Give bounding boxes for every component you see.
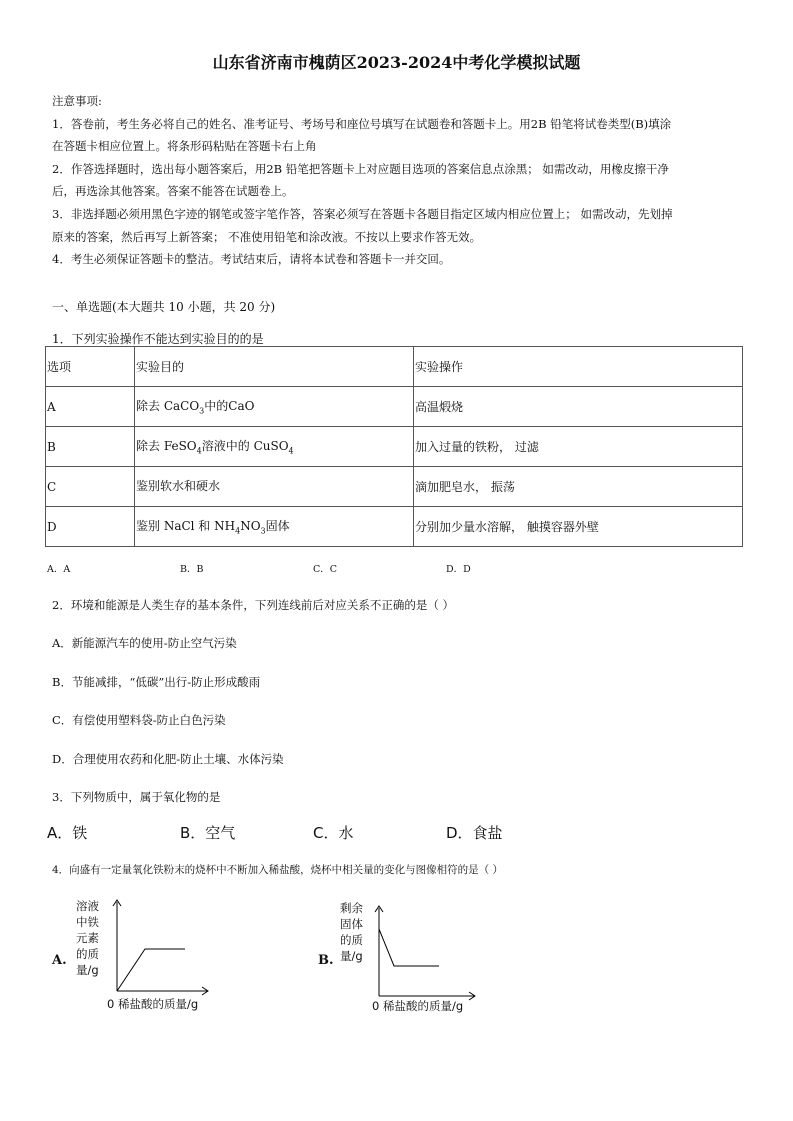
graph-b-label: B. [318, 953, 334, 968]
graph-a-plot [100, 896, 210, 996]
notice-line-7: 4．考生必须保证答题卡的整洁。考试结束后，请将本试卷和答题卡一并交回。 [52, 252, 451, 266]
graph-b-xlabel: 0 稀盐酸的质量/g [372, 999, 464, 1013]
table-row [46, 427, 743, 467]
q3-option-b: B．空气 [180, 824, 236, 842]
graph-a-curve [117, 949, 185, 991]
table-row [46, 467, 743, 507]
graph-b-ylabel: 剩余固体的质量/g [340, 901, 363, 963]
notice-line-6: 原来的答案，然后再写上新答案； 不准使用铅笔和涂改液。不按以上要求作答无效。 [52, 230, 482, 244]
option-cell: D [46, 507, 135, 547]
notice-line-2: 在答题卡相应位置上。将条形码粘贴在答题卡右上角 [52, 139, 317, 153]
page-title: 山东省济南市槐荫区2023-2024中考化学模拟试题 [212, 53, 581, 72]
q1-option-a: A．A [47, 564, 71, 575]
question-1-stem: 1．下列实验操作不能达到实验目的的是 [52, 332, 264, 346]
option-cell: C [46, 467, 135, 507]
q2-option-d: D．合理使用农药和化肥-防止土壤、水体污染 [52, 752, 284, 766]
q1-option-d: D．D [446, 564, 471, 575]
graph-b-plot [362, 902, 477, 1002]
q3-option-d: D．食盐 [446, 824, 503, 842]
question-2-stem: 2．环境和能源是人类生存的基本条件，下列连线前后对应关系不正确的是（ ） [52, 598, 454, 612]
q3-option-c: C．水 [313, 824, 354, 842]
operation-cell: 高温煅烧 [414, 387, 743, 427]
option-cell: B [46, 427, 135, 467]
question-4-stem: 4．向盛有一定量氧化铁粉末的烧杯中不断加入稀盐酸，烧杯中相关量的变化与图像相符的是（ ） [52, 864, 504, 876]
section-heading: 一、单选题(本大题共 10 小题，共 20 分) [52, 300, 276, 314]
table-header-row [46, 347, 743, 387]
goal-cell: 除去 FeSO$_4$溶液中的 CuSO$_4$ [135, 427, 414, 467]
q3-option-a: A．铁 [47, 824, 88, 842]
goal-cell: 鉴别软水和硬水 [135, 467, 414, 507]
table-header-cell: 实验操作 [414, 347, 743, 387]
q1-option-c: C．C [313, 564, 338, 575]
notice-line-4: 后，再选涂其他答案。答案不能答在试题卷上。 [52, 184, 294, 198]
experiment-table [45, 346, 743, 547]
goal-cell: 除去 CaCO$_3$中的CaO [135, 387, 414, 427]
q2-option-a: A．新能源汽车的使用-防止空气污染 [52, 636, 237, 650]
notice-line-3: 2．作答选择题时，选出每小题答案后，用2B 铅笔把答题卡上对应题目选项的答案信息点涂黑； 如需改动，用橡皮擦干净 [52, 162, 669, 176]
table-header-cell: 实验目的 [135, 347, 414, 387]
operation-cell: 加入过量的铁粉， 过滤 [414, 427, 743, 467]
graph-a-label: A. [52, 953, 67, 968]
notice-line-5: 3．非选择题必须用黑色字迹的钢笔或签字笔作答，答案必须写在答题卡各题目指定区域内相应位置上； 如需改动，先划掉 [52, 207, 673, 221]
goal-cell: 鉴别 NaCl 和 $NH_4NO_3$固体 [135, 507, 414, 547]
question-3-stem: 3．下列物质中，属于氧化物的是 [52, 790, 221, 804]
table-row [46, 387, 743, 427]
table-header-cell: 选项 [46, 347, 135, 387]
operation-cell: 分别加少量水溶解， 触摸容器外壁 [414, 507, 743, 547]
notice-line-1: 1．答卷前，考生务必将自己的姓名、准考证号、考场号和座位号填写在试题卷和答题卡上。用2B 铅笔将试卷类型(B)填涂 [52, 117, 672, 131]
notice-heading: 注意事项: [52, 94, 102, 108]
graph-a-xlabel: 0 稀盐酸的质量/g [107, 997, 199, 1011]
graph-a-ylabel: 溶液中铁元素的质量/g [76, 899, 99, 977]
q2-option-b: B．节能减排，“低碳”出行-防止形成酸雨 [52, 675, 261, 689]
q2-option-c: C．有偿使用塑料袋-防止白色污染 [52, 713, 226, 727]
operation-cell: 滴加肥皂水， 振荡 [414, 467, 743, 507]
graph-b-curve [379, 929, 439, 966]
option-cell: A [46, 387, 135, 427]
table-row [46, 507, 743, 547]
q1-option-b: B．B [180, 564, 204, 575]
